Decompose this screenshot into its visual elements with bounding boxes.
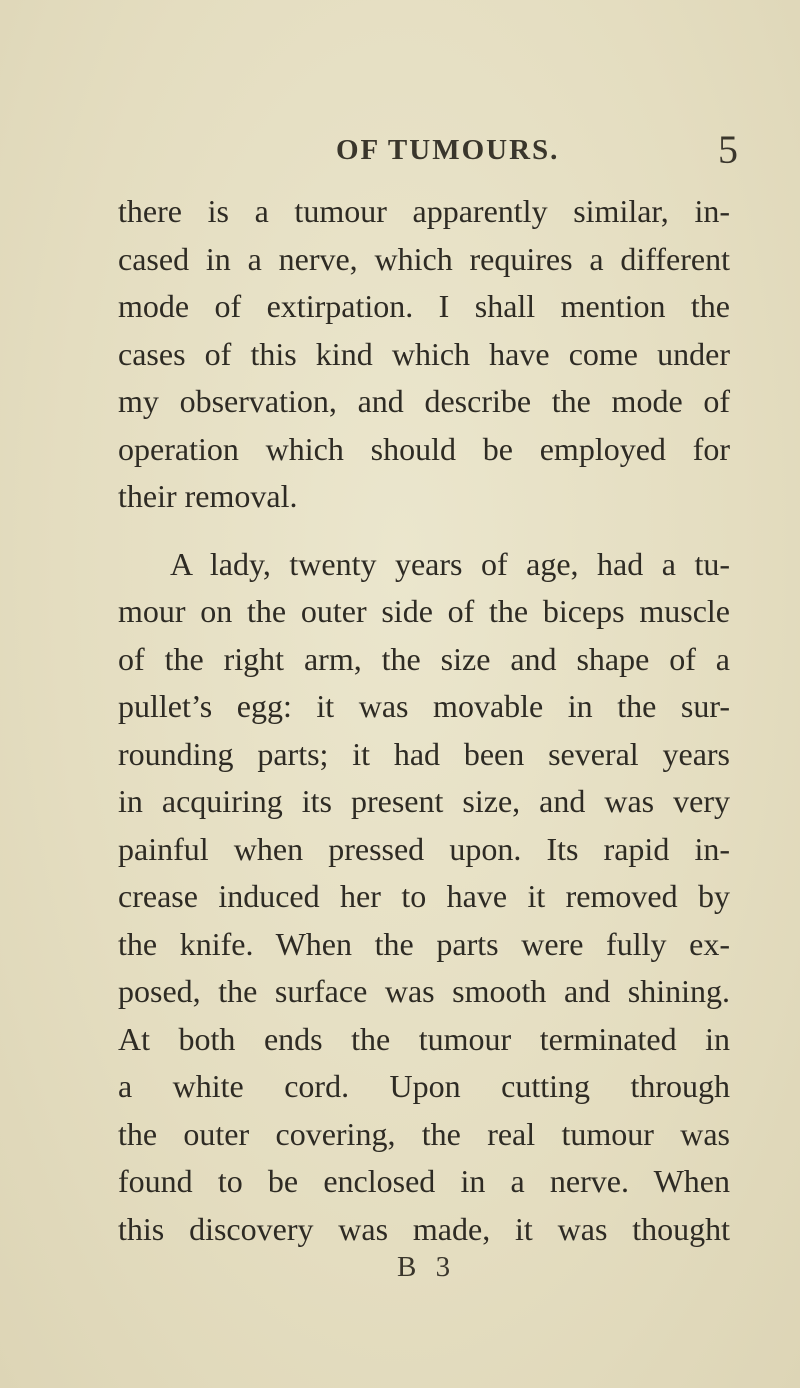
text-line: A lady, twenty years of age, had a tu- (170, 546, 730, 582)
text-line: there is a tumour apparently similar, in- (118, 193, 730, 229)
text-line: my observation, and describe the mode of (118, 383, 730, 419)
running-head (108, 126, 738, 176)
page-number: 5 (718, 127, 738, 172)
text-line: painful when pressed upon. Its rapid in- (118, 831, 730, 867)
text-line: posed, the surface was smooth and shining. (118, 973, 730, 1009)
text-line: the knife. When the parts were fully ex- (118, 926, 730, 962)
text-line: At both ends the tumour terminated in (118, 1021, 730, 1057)
text-line: rounding parts; it had been several years (118, 736, 730, 772)
text-line: this discovery was made, it was thought (118, 1211, 730, 1247)
text-line: found to be enclosed in a nerve. When (118, 1163, 730, 1199)
signature-mark: B 3 (397, 1251, 457, 1283)
text-line: the outer covering, the real tumour was (118, 1116, 730, 1152)
text-line: their removal. (118, 478, 298, 514)
text-line: crease induced her to have it removed by (118, 878, 730, 914)
text-line: mode of extirpation. I shall mention the (118, 288, 730, 324)
text-line: in acquiring its present size, and was very (118, 783, 730, 819)
text-line: a white cord. Upon cutting through (118, 1068, 730, 1104)
text-line: pullet’s egg: it was movable in the sur- (118, 688, 730, 724)
text-line: of the right arm, the size and shape of a (118, 641, 730, 677)
text-line: cases of this kind which have come under (118, 336, 730, 372)
text-line: mour on the outer side of the biceps muscle (118, 593, 730, 629)
text-line: operation which should be employed for (118, 431, 730, 467)
page-title: OF TUMOURS. (336, 134, 560, 166)
text-line: cased in a nerve, which requires a different (118, 241, 730, 277)
